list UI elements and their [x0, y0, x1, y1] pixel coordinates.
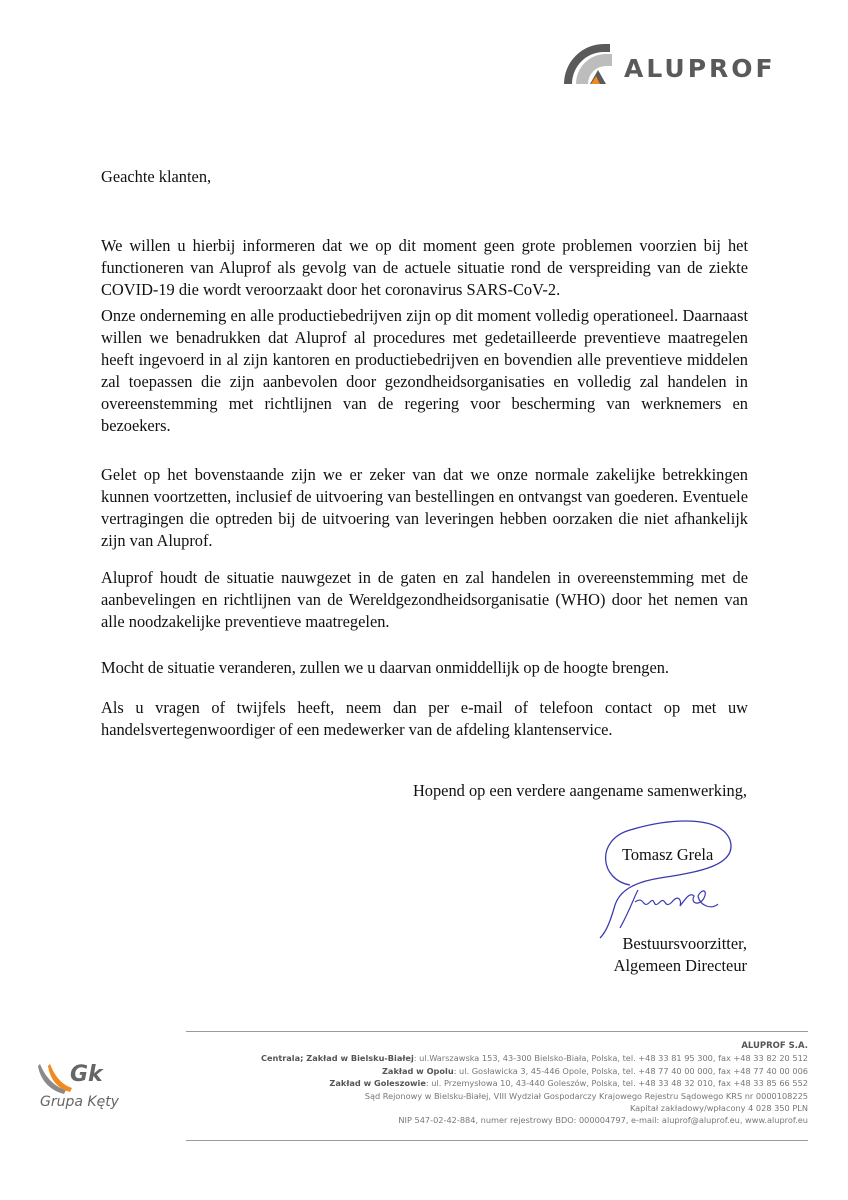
footer-goleszow-line [186, 1077, 808, 1089]
brand-name: ALUPROF [624, 54, 776, 83]
footer-opole-label: Zakład w Opolu [382, 1065, 454, 1076]
footer-divider-top [186, 1031, 808, 1032]
signature-icon [590, 810, 750, 940]
paragraph-text: Gelet op het bovenstaande zijn we er zeker van dat we onze normale zakelijke betrekkingen kunnen voortzetten, inclusief de uitvoering van bestellingen en ontvangst van goederen. Eventuele vertragingen die optreden bij de uitvoering van leveringen hebben oorzaken die niet afhankelijk zijn van Aluprof. [101, 465, 748, 550]
paragraph-text: We willen u hierbij informeren dat we op dit moment geen grote problemen voorzien bij het functioneren van Aluprof als gevolg van de actuele situatie rond de verspreiding van de ziekte COVID-19 die wordt veroorzaakt door het coronavirus SARS-CoV-2. [101, 236, 748, 299]
paragraph-1 [101, 235, 748, 301]
greeting-text: Geachte klanten, [101, 167, 212, 186]
paragraph-2 [101, 305, 748, 437]
footer-capital: Kapitał zakładowy/wpłacony 4 028 350 PLN [629, 1103, 808, 1114]
signatory-title-2: Algemeen Directeur [613, 956, 747, 975]
footer-company-name: ALUPROF S.A. [741, 1041, 808, 1051]
grupa-kety-name: Grupa Kęty [40, 1094, 119, 1110]
footer-opole-address: : ul. Gosławicka 3, 45-446 Opole, Polska, tel. +48 77 40 00 000, fax +48 77 40 00 006 [453, 1065, 808, 1076]
paragraph-4 [101, 567, 748, 633]
closing-line: Hopend op een verdere aangename samenwerking, [412, 781, 747, 800]
paragraph-3 [101, 464, 748, 552]
footer-nip: NIP 547-02-42-884, numer rejestrowy BDO: 000004797, e-mail: aluprof@aluprof.eu, www.aluprof.eu [398, 1115, 808, 1126]
footer-opole-line [186, 1065, 808, 1077]
gk-mark: Gk [70, 1062, 103, 1087]
paragraph-text: Mocht de situatie veranderen, zullen we u daarvan onmiddellijk op de hoogte brengen. [101, 658, 670, 677]
signatory-title [595, 933, 747, 977]
footer-court: Sąd Rejonowy w Bielsku-Białej, VIII Wydział Gospodarczy Krajowego Rejestru Sądowego KRS nr 0000108225 [364, 1090, 808, 1101]
footer-goleszow-address: : ul. Przemysłowa 10, 43-440 Goleszów, Polska, tel. +48 33 48 32 010, fax +48 33 85 66 552 [425, 1078, 808, 1089]
footer-goleszow-label: Zakład w Goleszowie [329, 1078, 426, 1089]
footer-hq-label: Centrala; Zakład w Bielsku-Białej [260, 1053, 414, 1064]
signatory-title-1: Bestuursvoorzitter, [622, 934, 747, 953]
greeting [101, 166, 748, 188]
signatory-name: Tomasz Grela [622, 845, 714, 864]
paragraph-text: Onze onderneming en alle productiebedrijven zijn op dit moment volledig operationeel. Daarnaast willen we benadrukken dat Aluprof al procedures met gedetailleerde preventieve maatregelen heeft ingevoerd in al zijn kantoren en productiebedrijven en bovendien alle preventieve middelen zal toepassen die zijn aanbevolen door gezondheidsorganisaties en volledig zal handelen in overeenstemming met richtlijnen van de regering voor bescherming van werknemers en bezoekers. [101, 306, 748, 435]
paragraph-6 [101, 697, 748, 741]
footer-hq-line [186, 1052, 808, 1064]
paragraph-text: Als u vragen of twijfels heeft, neem dan per e-mail of telefoon contact op met uw handelsvertegenwoordiger of een medewerker van de afdeling klantenservice. [101, 698, 748, 739]
paragraph-5 [101, 657, 748, 679]
paragraph-text: Aluprof houdt de situatie nauwgezet in de gaten en zal handelen in overeenstemming met de aanbevelingen en richtlijnen van de Wereldgezondheidsorganisatie (WHO) door het nemen van alle noodzakelijke preventieve maatregelen. [101, 568, 748, 631]
footer-hq-address: : ul.Warszawska 153, 43-300 Bielsko-Biała, Polska, tel. +48 33 81 95 300, fax +48 33 82 20 512 [413, 1053, 808, 1064]
footer-company-info [186, 1040, 808, 1127]
footer-divider-bottom [186, 1140, 808, 1141]
